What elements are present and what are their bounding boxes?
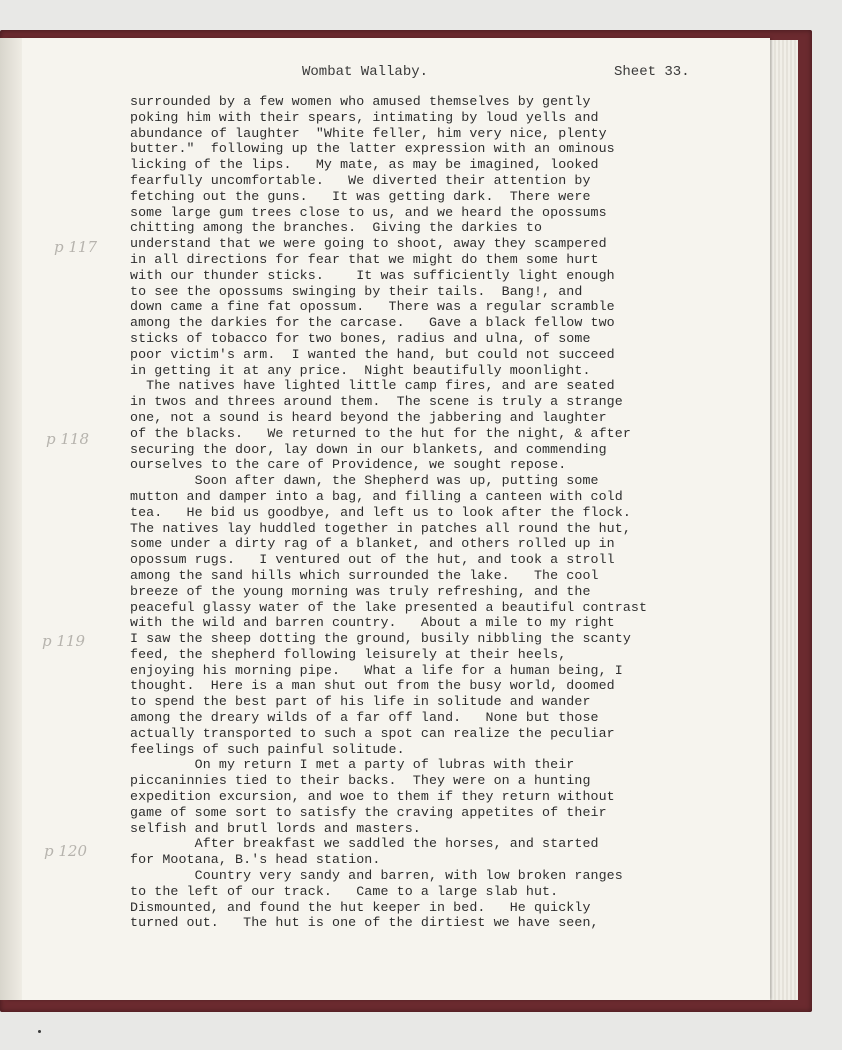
text-line: fearfully uncomfortable. We diverted their attention by bbox=[130, 172, 591, 188]
text-line: expedition excursion, and woe to them if they return without bbox=[130, 789, 615, 805]
text-line: abundance of laughter "White feller, him very nice, plenty bbox=[130, 125, 607, 141]
text-line: chitting among the branches. Giving the darkies to bbox=[130, 220, 543, 236]
margin-note: p 119 bbox=[42, 632, 86, 650]
text-line: fetching out the guns. It was getting dark. There were bbox=[130, 188, 591, 204]
text-line: poor victim's arm. I wanted the hand, but could not succeed bbox=[130, 346, 615, 362]
text-line: licking of the lips. My mate, as may be imagined, looked bbox=[130, 157, 599, 173]
text-line: some large gum trees close to us, and we heard the opossums bbox=[130, 204, 607, 220]
text-line: After breakfast we saddled the horses, and started bbox=[130, 836, 599, 852]
text-line: feed, the shepherd following leisurely at their heels, bbox=[130, 646, 567, 662]
text-line: actually transported to such a spot can realize the peculiar bbox=[130, 725, 615, 741]
text-line: to see the opossums swinging by their tails. Bang!, and bbox=[130, 283, 583, 299]
binding-gutter bbox=[0, 38, 22, 1000]
text-line: among the sand hills which surrounded the lake. The cool bbox=[130, 567, 599, 583]
text-line: to the left of our track. Came to a large slab hut. bbox=[130, 883, 559, 899]
margin-note: p 118 bbox=[46, 430, 90, 448]
text-line: Soon after dawn, the Shepherd was up, putting some bbox=[130, 473, 599, 489]
text-line: I saw the sheep dotting the ground, busily nibbling the scanty bbox=[130, 631, 631, 647]
text-line: tea. He bid us goodbye, and left us to look after the flock. bbox=[130, 504, 631, 520]
text-line: some under a dirty rag of a blanket, and others rolled up in bbox=[130, 536, 615, 552]
text-line: in getting it at any price. Night beautifully moonlight. bbox=[130, 362, 591, 378]
text-line: turned out. The hut is one of the dirtiest we have seen, bbox=[130, 915, 599, 931]
text-line: among the dreary wilds of a far off land. None but those bbox=[130, 710, 599, 726]
text-line: in twos and threes around them. The scene is truly a strange bbox=[130, 394, 623, 410]
margin-note: p 120 bbox=[44, 842, 88, 860]
text-line: selfish and brutl lords and masters. bbox=[130, 820, 421, 836]
text-line: peaceful glassy water of the lake presented a beautiful contrast bbox=[130, 599, 648, 615]
text-line: thought. Here is a man shut out from the busy world, doomed bbox=[130, 678, 615, 694]
text-line: one, not a sound is heard beyond the jabbering and laughter bbox=[130, 409, 607, 425]
text-line: with our thunder sticks. It was sufficiently light enough bbox=[130, 267, 615, 283]
text-line: securing the door, lay down in our blankets, and commending bbox=[130, 441, 607, 457]
text-line: The natives have lighted little camp fires, and are seated bbox=[130, 378, 615, 394]
text-line: enjoying his morning pipe. What a life for a human being, I bbox=[130, 662, 623, 678]
text-line: Country very sandy and barren, with low broken ranges bbox=[130, 868, 623, 884]
text-line: among the darkies for the carcase. Gave a black fellow two bbox=[130, 315, 615, 331]
text-line: of the blacks. We returned to the hut for the night, & after bbox=[130, 425, 631, 441]
text-line: to spend the best part of his life in solitude and wander bbox=[130, 694, 591, 710]
text-line: mutton and damper into a bag, and filling a canteen with cold bbox=[130, 488, 623, 504]
text-line: game of some sort to satisfy the craving appetites of their bbox=[130, 804, 607, 820]
text-line: with the wild and barren country. About a mile to my right bbox=[130, 615, 615, 631]
text-line: sticks of tobacco for two bones, radius and ulna, of some bbox=[130, 330, 591, 346]
page-speck bbox=[38, 1030, 41, 1033]
page-title: Wombat Wallaby. bbox=[302, 64, 429, 80]
text-line: The natives lay huddled together in patches all round the hut, bbox=[130, 520, 631, 536]
text-line: surrounded by a few women who amused themselves by gently bbox=[130, 94, 591, 109]
margin-note: p 117 bbox=[54, 238, 98, 256]
text-line: understand that we were going to shoot, away they scampered bbox=[130, 236, 607, 252]
sheet-number: Sheet 33. bbox=[614, 64, 690, 80]
text-line: breeze of the young morning was truly refreshing, and the bbox=[130, 583, 591, 599]
text-line: feelings of such painful solitude. bbox=[130, 741, 405, 757]
text-line: opossum rugs. I ventured out of the hut, and took a stroll bbox=[130, 552, 615, 568]
typed-body-text bbox=[130, 94, 750, 931]
text-line: Dismounted, and found the hut keeper in bed. He quickly bbox=[130, 899, 591, 915]
text-line: ourselves to the care of Providence, we sought repose. bbox=[130, 457, 567, 473]
text-line: for Mootana, B.'s head station. bbox=[130, 852, 381, 868]
text-line: in all directions for fear that we might do them some hurt bbox=[130, 251, 599, 267]
text-line: butter." following up the latter expression with an ominous bbox=[130, 141, 615, 157]
page-header bbox=[0, 64, 842, 84]
text-line: down came a fine fat opossum. There was a regular scramble bbox=[130, 299, 615, 315]
text-line: poking him with their spears, intimating by loud yells and bbox=[130, 109, 599, 125]
text-line: piccaninnies tied to their backs. They were on a hunting bbox=[130, 773, 591, 789]
text-line: On my return I met a party of lubras with their bbox=[130, 757, 575, 773]
